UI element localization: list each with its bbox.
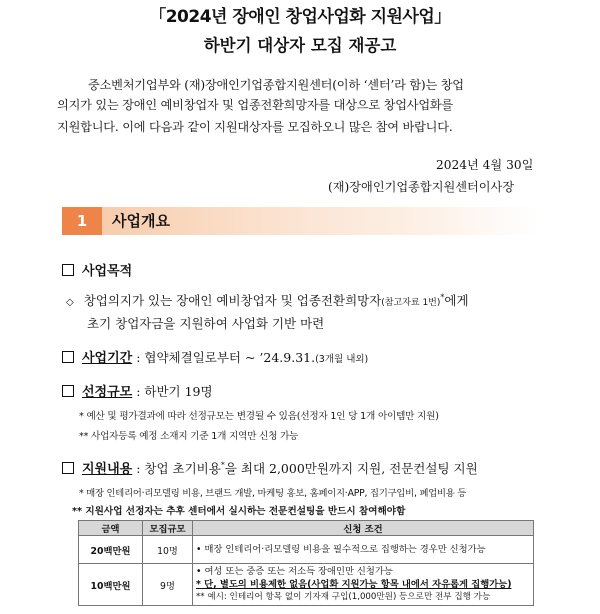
checkbox-square-icon xyxy=(62,351,74,363)
diamond-bullet-icon: ◇ xyxy=(66,297,74,308)
amount-cell: 10백만원 xyxy=(79,564,143,606)
condition-line: * 단, 별도의 비용제한 없음(사업화 지원가능 항목 내에서 자유롭게 집행가능) xyxy=(196,579,512,590)
column-header-amount: 금액 xyxy=(79,521,143,536)
scale-note-1: * 예산 및 평가결과에 따라 선정규모는 변경될 수 있음(선정자 1인 당 1개 아이템만 지원) xyxy=(79,411,439,422)
selection-table xyxy=(78,520,534,606)
purpose-line-1: ◇ 창업의지가 있는 장애인 예비창업자 및 업종전환희망자(참고자료 1번)*에게 xyxy=(66,292,469,308)
scale-note-2: ** 사업자등록 예정 소재지 기준 1개 지역만 신청 가능 xyxy=(79,431,299,442)
condition-line: ** 예시: 인테리어 항목 없이 기자재 구입(1,000만원) 등으로만 전부 집행 가능 xyxy=(196,592,491,602)
section-title: 사업개요 xyxy=(112,212,170,230)
intro-line-3: 지원합니다. 이에 다음과 같이 지원대상자를 모집하오니 많은 참여 바랍니다. xyxy=(57,120,453,134)
period-row: 사업기간 : 협약체결일로부터 ~ ’24.9.31.(3개월 내외) xyxy=(62,347,368,366)
notice-date: 2024년 4월 30일 xyxy=(436,158,534,172)
notice-title: 「2024년 장애인 창업사업화 지원사업」 xyxy=(149,7,451,27)
support-note-2: ** 지원사업 선정자는 추후 센터에서 실시하는 전문컨설팅을 반드시 참여해야함 xyxy=(72,506,406,517)
condition-line: • 매장 인테리어·리모델링 비용을 필수적으로 집행하는 경우만 신청가능 xyxy=(196,544,486,555)
support-note-1: * 매장 인테리어·리모델링 비용, 브랜드 개발, 마케팅 홍보, 홈페이지·APP, 집기구입비, 폐업비용 등 xyxy=(79,488,467,499)
table-row xyxy=(79,536,534,564)
intro-line-2: 의지가 있는 장애인 예비창업자 및 업종전환희망자를 대상으로 창업사업화를 xyxy=(57,98,454,112)
section-number: 1 xyxy=(62,207,102,235)
count-cell: 9명 xyxy=(143,564,193,606)
column-header-conditions: 신청 조건 xyxy=(193,521,534,536)
column-header-count: 모집규모 xyxy=(143,521,193,536)
amount-cell: 20백만원 xyxy=(79,536,143,564)
checkbox-square-icon xyxy=(62,462,74,474)
notice-subtitle: 하반기 대상자 모집 재공고 xyxy=(203,36,397,55)
purpose-heading: 사업목적 xyxy=(62,260,132,279)
table-header-row xyxy=(79,521,534,536)
scale-row: 선정규모 : 하반기 19명 xyxy=(62,381,213,400)
checkbox-square-icon xyxy=(62,264,74,276)
condition-line: • 여성 또는 중증 또는 저소득 장애인만 신청가능 xyxy=(196,566,393,577)
checkbox-square-icon xyxy=(62,385,74,397)
support-row: 지원내용 : 창업 초기비용*을 최대 2,000만원까지 지원, 전문컨설팅 지원 xyxy=(62,458,478,477)
intro-line-1: 중소벤처기업부와 (재)장애인기업종합지원센터(이하 ‘센터’라 함)는 창업 xyxy=(88,78,464,92)
conditions-cell xyxy=(193,536,534,564)
purpose-line-2: 초기 창업자금을 지원하여 사업화 기반 마련 xyxy=(87,316,325,331)
table-row xyxy=(79,564,534,606)
issuer-name: (재)장애인기업종합지원센터이사장 xyxy=(328,180,515,194)
count-cell: 10명 xyxy=(143,536,193,564)
conditions-cell xyxy=(193,564,534,606)
